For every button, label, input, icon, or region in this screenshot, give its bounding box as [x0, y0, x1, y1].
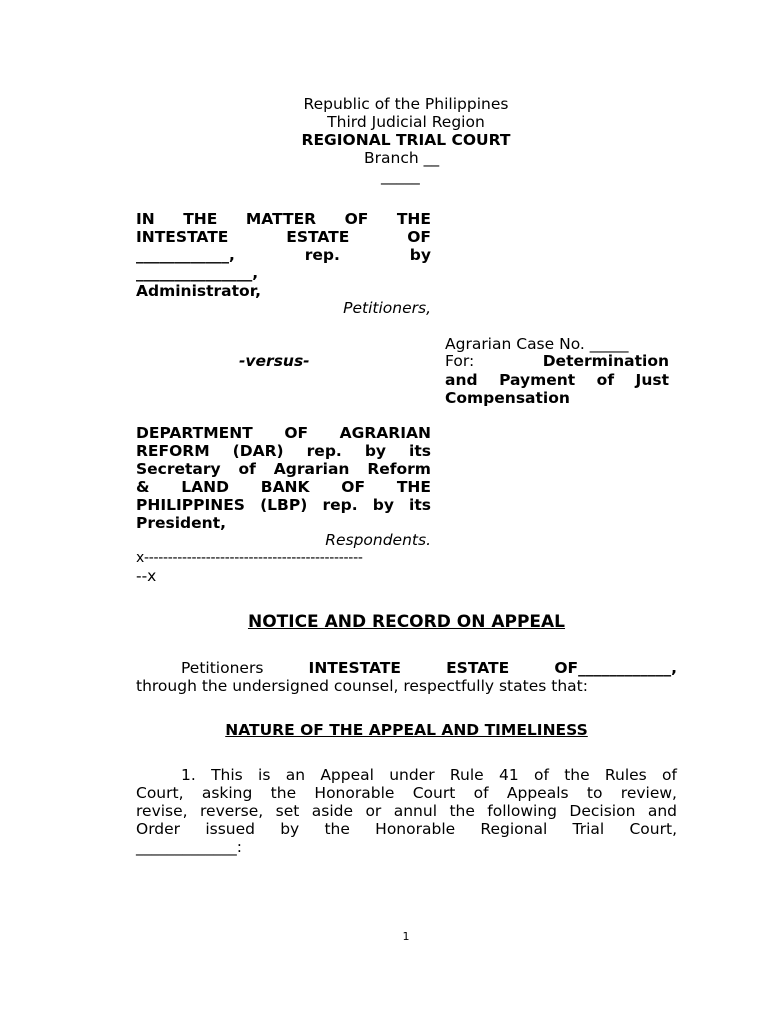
petitioner-line-2: INTESTATE ESTATE OF: [136, 228, 431, 246]
president-label: President,: [136, 514, 226, 532]
petitioner-line-4: _______________,: [136, 264, 259, 282]
section-heading: NATURE OF THE APPEAL AND TIMELINESS: [225, 721, 588, 739]
petitioners-label: Petitioners,: [343, 299, 431, 317]
paragraph-1-line-1: 1. This is an Appeal under Rule 41 of the Rules of: [181, 766, 677, 784]
paragraph-1-line-3: revise, reverse, set aside or annul the following Decision and: [136, 802, 677, 820]
respondent-line-1: DEPARTMENT OF AGRARIAN: [136, 424, 431, 442]
case-number: Agrarian Case No. _____: [445, 335, 629, 353]
respondent-line-3: Secretary of Agrarian Reform: [136, 460, 431, 478]
intro-line-2: through the undersigned counsel, respectfully states that:: [136, 677, 588, 695]
versus-label: -versus-: [239, 352, 310, 370]
intro-line-1: Petitioners INTESTATE ESTATE OF____________,: [181, 659, 677, 677]
document-title: NOTICE AND RECORD ON APPEAL: [247, 612, 566, 632]
administrator-label: Administrator,: [136, 282, 261, 300]
respondent-line-5: PHILIPPINES (LBP) rep. by its: [136, 496, 431, 514]
header-branch-line: _____: [381, 167, 420, 185]
header-court: REGIONAL TRIAL COURT: [301, 131, 511, 149]
case-for-line-3: Compensation: [445, 389, 570, 407]
respondent-line-2: REFORM (DAR) rep. by its: [136, 442, 431, 460]
header-republic: Republic of the Philippines: [303, 95, 509, 113]
header-region: Third Judicial Region: [327, 113, 485, 131]
respondent-line-4: & LAND BANK OF THE: [136, 478, 431, 496]
paragraph-1-line-4: Order issued by the Honorable Regional Trial Court,: [136, 820, 677, 838]
case-for-line-2: and Payment of Just: [445, 371, 669, 389]
caption-divider-line-1: x----------------------------------------------: [136, 550, 363, 566]
header-branch: Branch __: [364, 149, 440, 167]
case-for-line-1: For: Determination: [445, 352, 669, 370]
paragraph-1-line-5: _____________:: [136, 838, 242, 856]
page-number: 1: [402, 930, 410, 943]
respondents-label: Respondents.: [325, 531, 431, 549]
petitioner-line-3: ____________, rep. by: [136, 246, 431, 264]
paragraph-1-line-2: Court, asking the Honorable Court of Appeals to review,: [136, 784, 677, 802]
petitioner-line-1: IN THE MATTER OF THE: [136, 210, 431, 228]
caption-divider-line-2: --x: [136, 567, 157, 585]
